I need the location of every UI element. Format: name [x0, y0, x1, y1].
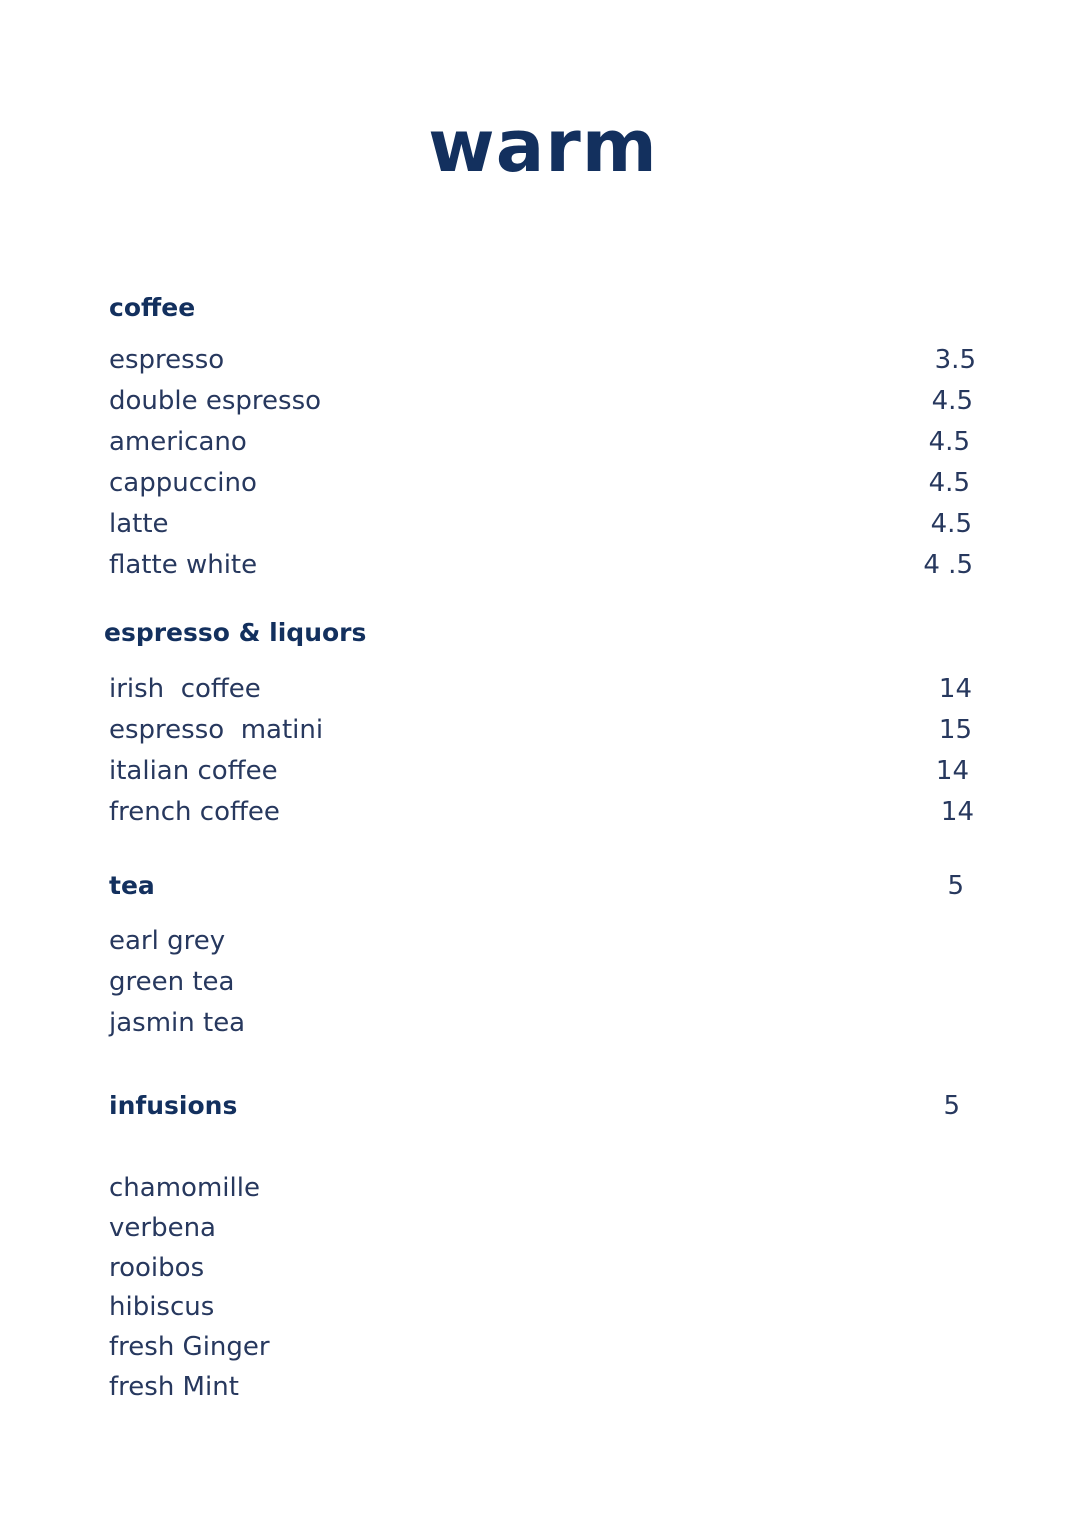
section-price: 5 [947, 871, 964, 901]
menu-item [0, 962, 1086, 1002]
item-name: hibiscus [109, 1292, 215, 1322]
item-price: 4.5 [928, 468, 970, 498]
item-name: latte [109, 509, 169, 539]
menu-item [0, 1248, 1086, 1288]
item-price: 4.5 [931, 386, 973, 416]
menu-item [0, 504, 1086, 544]
menu-item [0, 422, 1086, 462]
item-name: french coffee [109, 797, 280, 827]
section-heading: coffee [109, 293, 196, 322]
section-price: 5 [943, 1091, 960, 1121]
section-header-coffee [0, 288, 1086, 328]
item-name: earl grey [109, 926, 226, 956]
item-name: italian coffee [109, 756, 278, 786]
item-name: green tea [109, 967, 235, 997]
section-heading: espresso & liquors [104, 618, 367, 647]
item-price: 15 [938, 715, 972, 745]
menu-item [0, 751, 1086, 791]
menu-item [0, 1208, 1086, 1248]
item-name: americano [109, 427, 247, 457]
menu-item [0, 1168, 1086, 1208]
item-name: flatte white [109, 550, 258, 580]
item-name: fresh Ginger [109, 1332, 270, 1362]
item-price: 4.5 [930, 509, 972, 539]
item-name: double espresso [109, 386, 322, 416]
menu-item [0, 340, 1086, 380]
item-name: rooibos [109, 1253, 205, 1283]
item-price: 3.5 [934, 345, 976, 375]
section-header-liquors [0, 613, 1086, 653]
item-price: 4 .5 [923, 550, 973, 580]
item-name: irish coffee [109, 674, 261, 704]
item-price: 14 [935, 756, 969, 786]
section-header-tea [0, 866, 1086, 906]
menu-item [0, 669, 1086, 709]
section-heading: tea [109, 871, 155, 900]
item-price: 14 [940, 797, 974, 827]
menu-item [0, 1003, 1086, 1043]
menu-item [0, 545, 1086, 585]
page-title: warm [428, 104, 658, 188]
item-name: cappuccino [109, 468, 257, 498]
menu-item [0, 1287, 1086, 1327]
menu-item [0, 921, 1086, 961]
menu-item [0, 381, 1086, 421]
item-name: jasmin tea [109, 1008, 246, 1038]
menu-item [0, 792, 1086, 832]
item-name: espresso [109, 345, 225, 375]
item-price: 14 [938, 674, 972, 704]
section-header-infusions [0, 1086, 1086, 1126]
item-price: 4.5 [928, 427, 970, 457]
item-name: espresso matini [109, 715, 324, 745]
menu-item [0, 710, 1086, 750]
item-name: chamomille [109, 1173, 260, 1203]
menu-item [0, 1367, 1086, 1407]
menu-item [0, 1327, 1086, 1367]
section-heading: infusions [109, 1091, 238, 1120]
item-name: verbena [109, 1213, 216, 1243]
menu-item [0, 463, 1086, 503]
item-name: fresh Mint [109, 1372, 239, 1402]
